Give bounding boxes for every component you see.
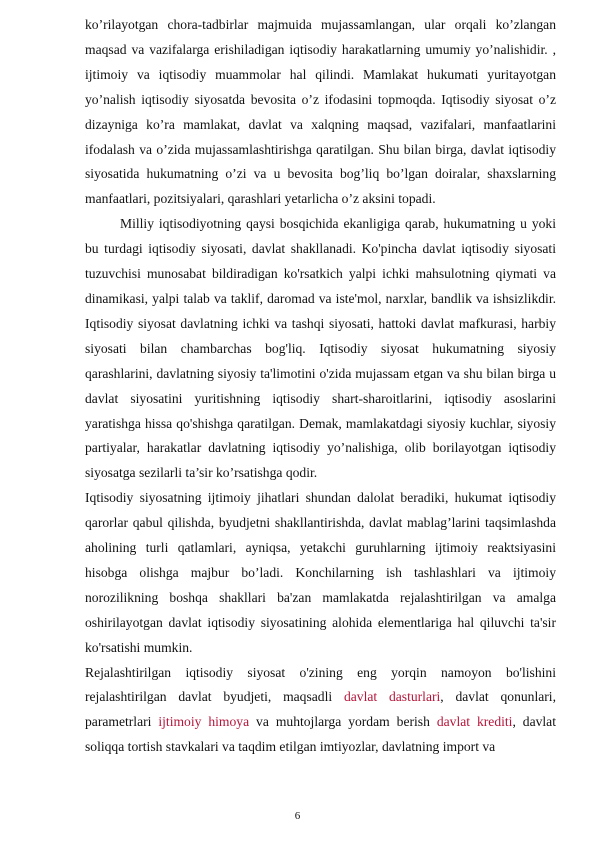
link-davlat-krediti[interactable]: davlat krediti (436, 714, 513, 730)
paragraph-1: ko’rilayotgan chora-tadbirlar majmuida mujassamlangan, ular orqali ko’zlangan maqsad va vazifalarga erishiladigan iqtisodiy harakatlarning umumiy yo’nalishidir. , ijtimoiy va iqtisodiy muammolar hal qilindi. Mamlakat hukumati yuritayotgan yo’nalish iqtisodiy siyosatda bevosita o’z ifodasini topmoqda. Iqtisodiy siyosat o’z dizayniga ko’ra mamlakat, davlat va xalqning maqsad, vazifalari, manfaatlarini ifodalash va o’zida mujassamlashtirishga qaratilgan. Shu bilan birga, davlat iqtisodiy siyosatida hukumatning o’zi va u bevosita bog’liq bo’lgan doiralar, shaxslarning manfaatlari, pozitsiyalari, qarashlari yetarlicha o’z aksini topadi. (85, 17, 556, 207)
paragraph-4-text-end: , davlat soliqqa tortish stavkalari va taqdim etilgan imtiyozlar, davlatning import va (85, 714, 556, 755)
document-page (85, 13, 556, 760)
paragraph-4-text-mid-2: va muhtojlarga yordam berish (249, 714, 437, 730)
paragraph-4-text-start: Rejalashtirilgan iqtisodiy siyosat o'zining eng yorqin namoyon bo'lishini rejalashtirilgan davlat byudjeti, maqsadli (85, 664, 556, 705)
link-davlat-dasturlari[interactable]: davlat dasturlari (343, 689, 441, 705)
paragraph-4-text-mid-1: , davlat qonunlari, parametrlari (85, 689, 556, 730)
paragraph-3: Iqtisodiy siyosatning ijtimoiy jihatlari shundan dalolat beradiki, hukumat iqtisodiy qarorlar qabul qilishda, byudjetni shakllantirishda, davlat mablag’larini taqsimlashda aholining turli qatlamlari, ayniqsa, yetakchi guruhlarning ijtimoiy reaktsiyasini hisobga olishga majbur bo’ladi. Konchilarning ish tashlashlari va ijtimoiy norozilikning boshqa shakllari ba'zan mamlakatda rejalashtirilgan va amalga oshirilayotgan davlat iqtisodiy siyosatining alohida elementlariga hal qiluvchi ta'sir ko'rsatishi mumkin. (85, 490, 556, 655)
link-ijtimoiy-himoya[interactable]: ijtimoiy himoya (158, 714, 250, 730)
paragraph-2: Milliy iqtisodiyotning qaysi bosqichida ekanligiga qarab, hukumatning u yoki bu turdagi iqtisodiy siyosati, davlat shakllanadi. Ko'pincha davlat iqtisodiy siyosati tuzuvchisi munosabat bildiradigan ko'rsatkich yalpi ichki mahsulotning qiymati va dinamikasi, yalpi talab va taklif, daromad va iste'mol, narxlar, bandlik va ishsizlikdir. Iqtisodiy siyosat davlatning ichki va tashqi siyosati, hattoki davlat mafkurasi, harbiy siyosati bilan chambarchas bog'liq. Iqtisodiy siyosat hukumatning siyosiy qarashlarini, davlatning siyosiy ta'limotini o'zida mujassam etgan va shu bilan birga u davlat siyosatini yuritishning iqtisodiy shart-sharoitlarini, iqtisodiy asoslarini yaratishga hissa qo'shishga qaratilgan. Demak, mamlakatdagi siyosiy kuchlar, siyosiy partiyalar, harakatlar davlatning iqtisodiy yo’nalishiga, olib borilayotgan iqtisodiy siyosatga sezilarli ta’sir ko’rsatishga qodir. (85, 216, 556, 481)
page-number: 6 (294, 810, 301, 822)
paragraph-4 (85, 661, 556, 761)
